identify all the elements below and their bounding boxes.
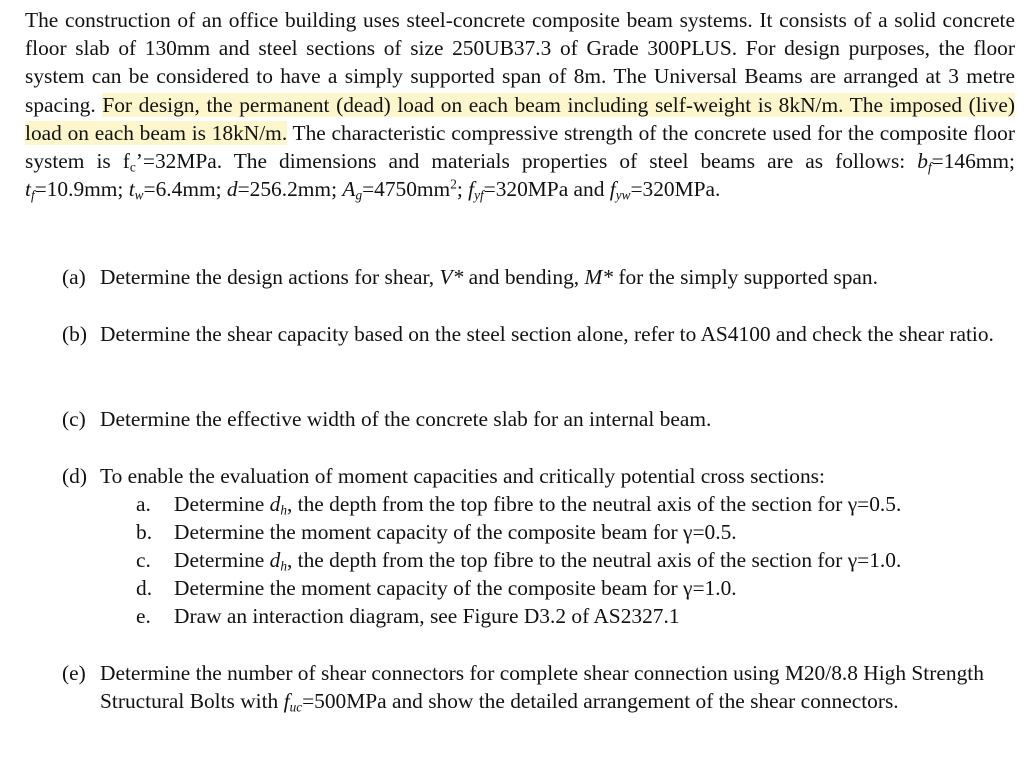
question-a-label: (a)	[62, 265, 86, 289]
highlighted-load-text: For design, the permanent (dead) load on each beam including self-weight is 8kN/m. The imposed (live) load on each beam is 18kN/m.	[25, 92, 1015, 145]
bf-value: =146mm;	[931, 149, 1015, 174]
question-d-label: (d)	[62, 464, 87, 488]
question-e-label: (e)	[62, 661, 86, 685]
question-c-label: (c)	[62, 407, 86, 431]
fyw-value: =320MPa.	[630, 177, 721, 202]
question-a-text: Determine the design actions for shear, V* and bending, M* for the simply supported span.	[100, 265, 878, 289]
fyf-value: =320MPa and	[483, 177, 610, 202]
ag-value: =4750mm	[362, 177, 451, 202]
question-b-label: (b)	[62, 322, 87, 346]
item-label: e.	[136, 604, 151, 628]
statement-text: The construction of an office building uses steel-concrete composite beam systems. It consists of a solid concrete floor slab of 130mm and steel sections of size 250UB37.3 of Grade 300PLUS. For design purposes, the floor system can be considered to have a simply supported span of 8m. The Universal Beams are arranged at 3 metre spacing.	[25, 8, 1015, 117]
question-b	[62, 320, 1017, 348]
item-label: c.	[136, 548, 151, 572]
tw-value: =6.4mm;	[143, 177, 227, 202]
item-text: Determine $d_h$, the depth from the top fibre to the neutral axis of the section for γ=0.5.	[174, 492, 902, 518]
item-label: d.	[136, 576, 153, 600]
item-text: Determine $d_h$, the depth from the top fibre to the neutral axis of the section for γ=1.0.	[174, 548, 902, 574]
tf-symbol: $t_f$	[25, 177, 35, 203]
item-label: b.	[136, 520, 153, 544]
question-c	[62, 405, 1017, 433]
question-d-item-c	[136, 546, 1016, 574]
ag-symbol: $A_g$	[342, 177, 363, 203]
question-c-text: Determine the effective width of the concrete slab for an internal beam.	[100, 407, 712, 431]
fc-symbol: $f_c$	[122, 149, 136, 175]
statement-text-2: The characteristic compressive strength of the concrete used for the composite floor system is	[25, 120, 1015, 174]
d-value: =256.2mm;	[237, 177, 343, 202]
question-a	[62, 263, 1017, 291]
question-d	[62, 462, 1017, 490]
item-label: a.	[136, 492, 151, 516]
question-d-item-d	[136, 574, 1016, 602]
tf-value: =10.9mm;	[34, 177, 129, 202]
fc-value: ’=32MPa. The dimensions and materials properties of steel beams are as follows:	[135, 149, 918, 174]
question-d-item-a	[136, 490, 1016, 518]
question-e	[62, 659, 1017, 715]
ag-exponent: 2	[450, 176, 457, 192]
bf-symbol: $b_f$	[917, 149, 932, 175]
question-d-text: To enable the evaluation of moment capacities and critically potential cross sections:	[100, 464, 825, 488]
item-text: Determine the moment capacity of the composite beam for γ=0.5.	[174, 520, 737, 544]
tw-symbol: $t_w$	[128, 177, 144, 203]
fyw-symbol: $f_{yw}$	[609, 177, 631, 203]
question-e-text: Determine the number of shear connectors for complete shear connection using M20/8.8 High Strength Structural Bolts with $f_{uc}=500MPa$ and show the detailed arrangement of the shear connectors.	[100, 661, 984, 715]
question-d-item-e	[136, 602, 1016, 630]
question-b-text: Determine the shear capacity based on the steel section alone, refer to AS4100 and check the shear ratio.	[100, 322, 994, 346]
item-text: Draw an interaction diagram, see Figure D3.2 of AS2327.1	[174, 604, 680, 628]
separator: ;	[456, 177, 469, 202]
d-symbol: d	[226, 177, 238, 202]
fyf-symbol: $f_{yf}$	[468, 177, 484, 203]
problem-statement	[25, 6, 1015, 203]
question-d-item-b	[136, 518, 1016, 546]
item-text: Determine the moment capacity of the composite beam for γ=1.0.	[174, 576, 737, 600]
